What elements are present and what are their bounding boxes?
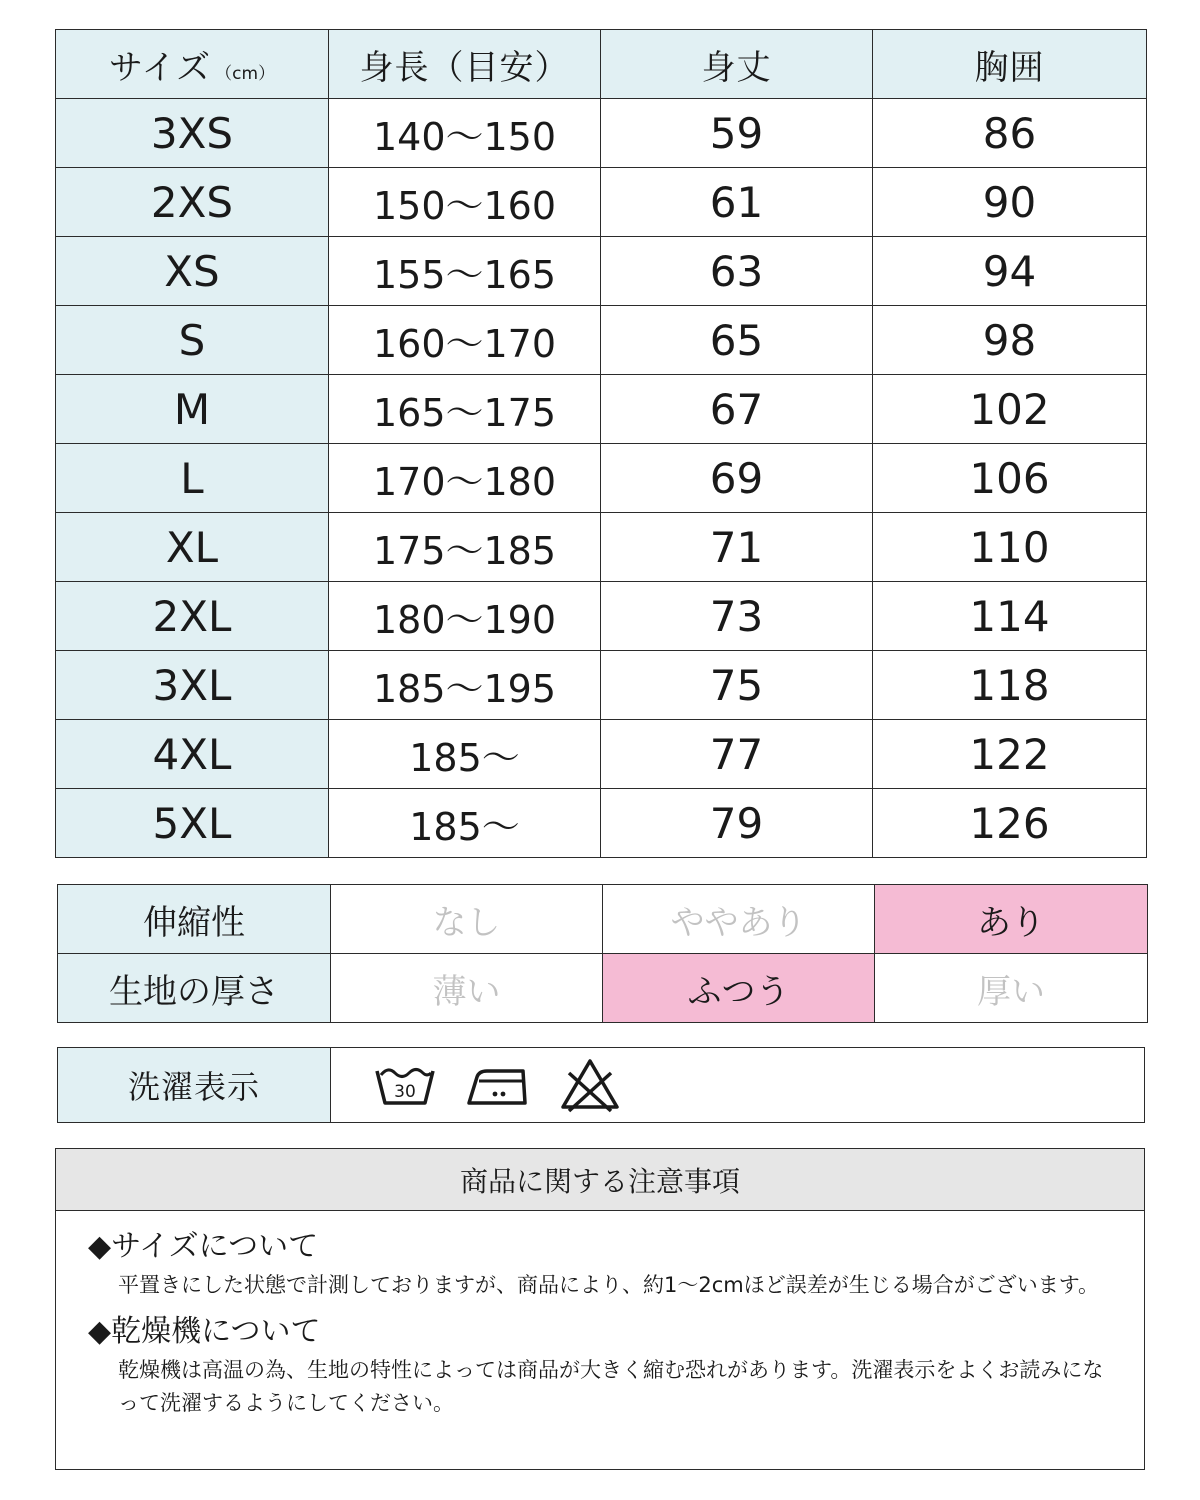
note-body-size: 平置きにした状態で計測しておりますが、商品により、約1～2cmほど誤差が生じる場合がございます。	[118, 1273, 1100, 1297]
header-length: 身丈	[601, 30, 873, 99]
table-row	[56, 375, 1147, 444]
header-size-label: サイズ	[108, 47, 212, 88]
table-row	[56, 444, 1147, 513]
notes-title: 商品に関する注意事項	[56, 1149, 1144, 1211]
height-cell: 180～190	[329, 582, 601, 651]
chest-cell: 122	[873, 720, 1147, 789]
chest-cell: 114	[873, 582, 1147, 651]
no-tumble-dry-icon	[559, 1057, 621, 1113]
fabric-attributes-table	[57, 884, 1148, 1023]
length-cell: 65	[601, 306, 873, 375]
size-cell: 3XS	[56, 99, 329, 168]
table-row	[56, 789, 1147, 858]
header-size-unit: （cm）	[215, 63, 276, 84]
height-cell: 175～185	[329, 513, 601, 582]
size-cell: 3XL	[56, 651, 329, 720]
thickness-option-thick: 厚い	[875, 954, 1148, 1023]
height-cell: 150～160	[329, 168, 601, 237]
height-cell: 140～150	[329, 99, 601, 168]
length-cell: 79	[601, 789, 873, 858]
length-cell: 77	[601, 720, 873, 789]
length-cell: 67	[601, 375, 873, 444]
table-row	[56, 720, 1147, 789]
chest-cell: 110	[873, 513, 1147, 582]
length-cell: 73	[601, 582, 873, 651]
thickness-option-normal: ふつう	[603, 954, 875, 1023]
size-cell: 2XL	[56, 582, 329, 651]
height-cell: 185～	[329, 720, 601, 789]
size-cell: S	[56, 306, 329, 375]
wash-temperature-text: 30	[394, 1082, 416, 1102]
table-row	[56, 99, 1147, 168]
header-chest: 胸囲	[873, 30, 1147, 99]
length-cell: 69	[601, 444, 873, 513]
thickness-row	[58, 954, 1148, 1023]
table-row	[56, 306, 1147, 375]
table-row	[56, 237, 1147, 306]
height-cell: 155～165	[329, 237, 601, 306]
height-cell: 170～180	[329, 444, 601, 513]
note-heading-dryer: ◆乾燥機について	[88, 1314, 321, 1349]
chest-cell: 94	[873, 237, 1147, 306]
stretch-row	[58, 885, 1148, 954]
thickness-label: 生地の厚さ	[58, 954, 331, 1023]
size-cell: 5XL	[56, 789, 329, 858]
stretch-option-some: ややあり	[603, 885, 875, 954]
note-body-dryer: 乾燥機は高温の為、生地の特性によっては商品が大きく縮む恐れがあります。洗濯表示をよくお読みになって洗濯するようにしてください。	[118, 1358, 1104, 1415]
size-cell: M	[56, 375, 329, 444]
size-cell: 2XS	[56, 168, 329, 237]
height-cell: 165～175	[329, 375, 601, 444]
care-instructions	[57, 1047, 1145, 1123]
chest-cell: 90	[873, 168, 1147, 237]
note-heading-size: ◆サイズについて	[88, 1229, 319, 1264]
chest-cell: 98	[873, 306, 1147, 375]
header-size	[56, 30, 329, 99]
stretch-option-yes: あり	[875, 885, 1148, 954]
size-chart-header-row	[56, 30, 1147, 99]
length-cell: 63	[601, 237, 873, 306]
stretch-option-none: なし	[331, 885, 603, 954]
wash-30-icon	[373, 1059, 437, 1111]
size-chart-table	[55, 29, 1147, 858]
height-cell: 185～	[329, 789, 601, 858]
chest-cell: 118	[873, 651, 1147, 720]
chest-cell: 102	[873, 375, 1147, 444]
size-cell: L	[56, 444, 329, 513]
size-cell: XS	[56, 237, 329, 306]
size-cell: XL	[56, 513, 329, 582]
height-cell: 160～170	[329, 306, 601, 375]
chest-cell: 126	[873, 789, 1147, 858]
length-cell: 61	[601, 168, 873, 237]
header-height: 身長（目安）	[329, 30, 601, 99]
product-notes	[55, 1148, 1145, 1470]
table-row	[56, 582, 1147, 651]
care-label: 洗濯表示	[58, 1048, 331, 1122]
thickness-option-thin: 薄い	[331, 954, 603, 1023]
length-cell: 75	[601, 651, 873, 720]
size-cell: 4XL	[56, 720, 329, 789]
length-cell: 59	[601, 99, 873, 168]
stretch-label: 伸縮性	[58, 885, 331, 954]
height-cell: 185～195	[329, 651, 601, 720]
chest-cell: 106	[873, 444, 1147, 513]
care-symbols	[331, 1048, 621, 1122]
table-row	[56, 168, 1147, 237]
chest-cell: 86	[873, 99, 1147, 168]
table-row	[56, 513, 1147, 582]
table-row	[56, 651, 1147, 720]
length-cell: 71	[601, 513, 873, 582]
iron-low-temp-icon	[465, 1061, 531, 1109]
